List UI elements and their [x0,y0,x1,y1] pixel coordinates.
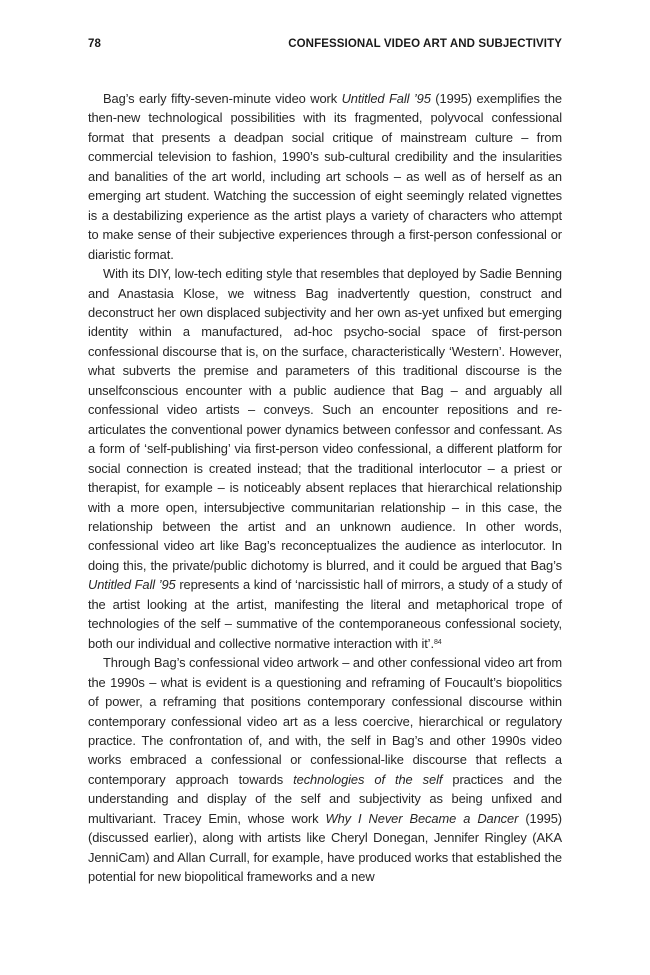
paragraph: Bag’s early fifty-seven-minute video work Untitled Fall ’95 (1995) exemplifies the then-new technological possibilities with its fragmented, polyvocal confessional format that presents a deadpan social critique of mainstream culture – from commercial television to fashion, 1990’s sub-cultural credibility and the insularities and banalities of the art world, including art schools – as well as of herself as an emerging art student. Watching the succession of eight seemingly related vignettes is a destabilizing experience as the artist plays a variety of characters who attempt to make sense of their subjective experiences through a first-person confessional or diaristic format. [88,91,562,262]
body-text [88,89,562,887]
paragraph: Through Bag’s confessional video artwork – and other confessional video art from the 1990s – what is evident is a questioning and reframing of Foucault’s biopolitics of power, a reframing that positions contemporary confessional discourse within contemporary confessional video art as a less coercive, hierarchical or regulatory practice. The confrontation of, and with, the self in Bag’s and other 1990s video works embraced a confessional or confessional-like discourse that reflects a contemporary approach towards technologies of the self practices and the understanding and display of the self and subjectivity as being unfixed and multivariant. Tracey Emin, whose work Why I Never Became a Dancer (1995) (discussed earlier), along with artists like Cheryl Donegan, Jennifer Ringley (AKA JenniCam) and Allan Currall, for example, have produced works that established the potential for new biopolitical frameworks and a new [88,655,563,885]
running-title: CONFESSIONAL VIDEO ART AND SUBJECTIVITY [288,38,562,50]
running-header [88,38,562,60]
work-title: Untitled Fall ’95 [341,91,431,106]
work-title: Why I Never Became a Dancer [325,810,519,826]
paragraph: With its DIY, low-tech editing style that resembles that deployed by Sadie Benning and Anastasia Klose, we witness Bag inadvertently question, construct and deconstruct her own displaced subjectivity and her own as-yet unfixed but emerging identity within a manufactured, ad-hoc psycho-social space of first-person confessional discourse that is, on the surface, characteristically ‘Western’. However, what subverts the premise and parameters of this traditional discourse is the unselfconscious encounter with a public audience that Bag – and arguably all confessional video artists – conveys. Such an encounter repositions and re-articulates the conventional power dynamics between confessor and confessant. As a form of ‘self-publishing’ via first-person video confessional, a different platform for social connection is created instead; that the traditional interlocutor – a priest or therapist, for example – is noticeably absent replaces that hierarchical relationship with a more open, intersubjective communitarian relationship – in this case, the relationship between the artist and an unknown audience. In other words, confessional video art like Bag’s reconceptualizes the audience as interlocutor. In doing this, the private/public dichotomy is blurred, and it could be argued that Bag’s Untitled Fall ’95 represents a kind of ‘narcissistic hall of mirrors, a study of a study of the artist looking at the artist, manifesting the literal and metaphorical trope of technologies of the self – summative of the contemporaneous confessional society, both our individual and collective normative interaction with it’.$^{84}$ [88,266,562,651]
footnote-ref[interactable]: 84 [433,638,442,646]
page-number: 78 [88,38,101,50]
emphasis: technologies of the self [293,771,443,787]
work-title: Untitled Fall ’95 [88,577,176,593]
